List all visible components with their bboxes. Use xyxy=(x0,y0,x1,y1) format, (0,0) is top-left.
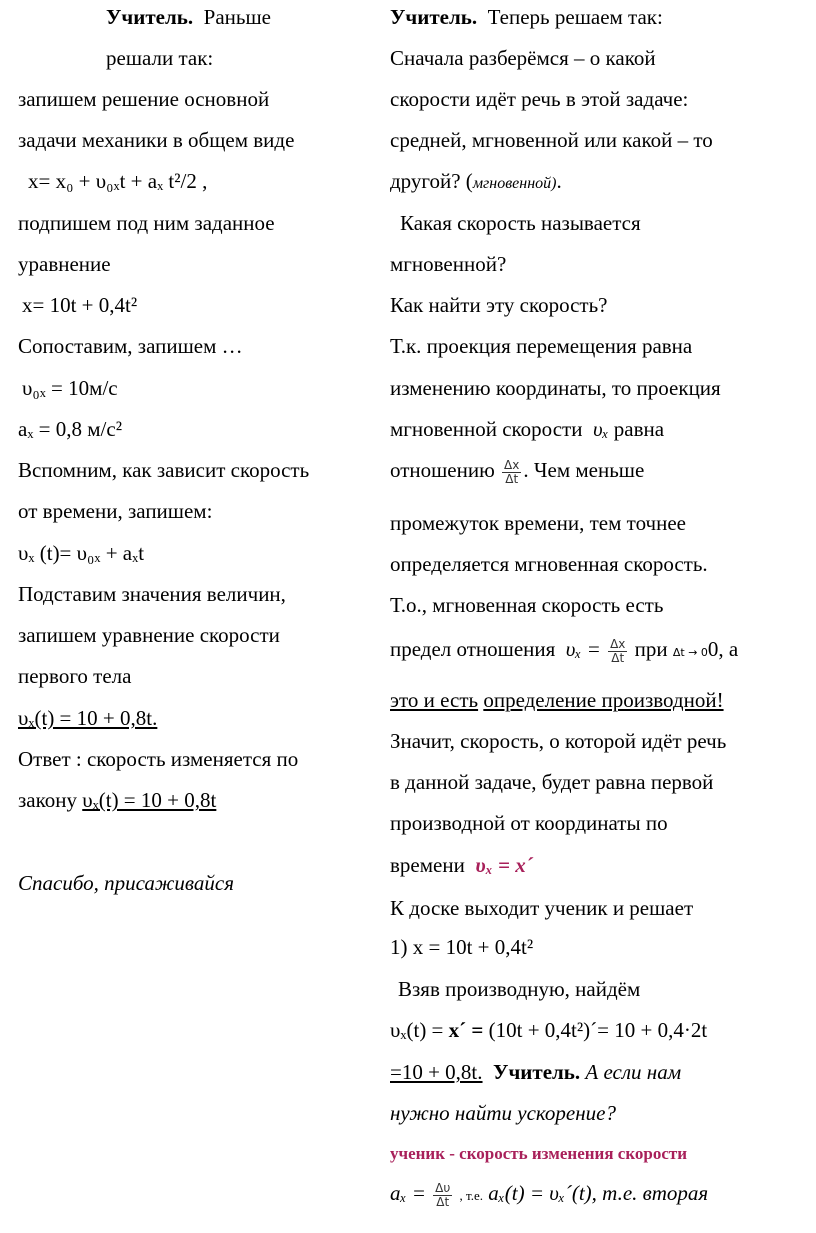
text: это и есть xyxy=(390,688,479,712)
derivative-symbol: x´ = xyxy=(448,1018,484,1042)
teacher-label: Учитель. xyxy=(390,5,478,29)
text: aₓ(t) = υₓ´(t), т.е. вторая xyxy=(488,1181,709,1205)
left-line-16: запишем уравнение скорости xyxy=(18,623,280,647)
left-line-4: задачи механики в общем виде xyxy=(18,128,295,152)
right-line-2: Сначала разберёмся – о какой xyxy=(390,46,656,70)
equation-given: x= 10t + 0,4t² xyxy=(22,293,138,317)
numerator: Δx xyxy=(504,457,520,472)
right-line-11 xyxy=(390,416,664,442)
right-line-12 xyxy=(390,457,644,486)
left-line-17: первого тела xyxy=(18,664,132,688)
symbol-vx: υₓ = xyxy=(565,637,601,661)
right-line-26 xyxy=(390,1059,681,1085)
right-line-6: Какая скорость называется xyxy=(400,211,641,235)
teacher-label: Учитель. xyxy=(106,5,194,29)
right-line-16 xyxy=(390,636,738,666)
text: . Чем меньше xyxy=(523,458,645,482)
denominator: Δt xyxy=(505,471,519,486)
text: . xyxy=(556,169,562,193)
left-line-20 xyxy=(18,787,216,813)
right-line-15: Т.о., мгновенная скорость есть xyxy=(390,593,664,617)
symbol-vx: υₓ xyxy=(592,417,609,441)
left-line-2: решали так: xyxy=(106,46,214,70)
right-line-29 xyxy=(390,1180,708,1209)
text: другой? ( xyxy=(390,169,473,193)
right-line-13: промежуток времени, тем точнее xyxy=(390,511,686,535)
derivative-equation: υₓ = x´ xyxy=(475,853,533,877)
right-line-3: скорости идёт речь в этой задаче: xyxy=(390,87,689,111)
left-line-6: подпишем под ним заданное xyxy=(18,211,275,235)
right-line-23: 1) x = 10t + 0,4t² xyxy=(390,935,534,959)
left-line-19: Ответ : скорость изменяется по xyxy=(18,747,299,771)
answer-instant: мгновенной) xyxy=(472,175,557,192)
equation-general: x= x₀ + υ₀ₓt + aₓ t²/2 , xyxy=(28,169,208,193)
right-line-21 xyxy=(390,852,533,878)
right-line-9: Т.к. проекция перемещения равна xyxy=(390,334,693,358)
numerator: Δx xyxy=(610,636,626,651)
text: отношению xyxy=(390,458,495,482)
denominator: Δt xyxy=(436,1194,450,1209)
numerator: Δυ xyxy=(435,1180,451,1195)
left-line-9: Сопоставим, запишем … xyxy=(18,334,243,358)
text: мгновенной скорости xyxy=(390,417,583,441)
left-line-1 xyxy=(106,4,271,30)
teacher-label: Учитель. xyxy=(493,1060,581,1084)
left-line-7: уравнение xyxy=(18,252,111,276)
text: предел отношения xyxy=(390,637,556,661)
derivative-definition: определение производной! xyxy=(483,688,724,712)
right-line-24: Взяв производную, найдём xyxy=(398,977,641,1001)
left-line-21: Спасибо, присаживайся xyxy=(18,871,234,895)
right-line-7: мгновенной? xyxy=(390,252,507,276)
equation-ax: aₓ = 0,8 м/с² xyxy=(18,417,122,441)
text: при xyxy=(634,637,668,661)
symbol-ax: aₓ = xyxy=(390,1181,426,1205)
right-line-5 xyxy=(390,168,562,197)
left-line-13: от времени, запишем: xyxy=(18,499,213,523)
text: времени xyxy=(390,853,465,877)
denominator: Δt xyxy=(611,650,625,665)
right-line-22: К доске выходит ученик и решает xyxy=(390,896,694,920)
text: А если нам xyxy=(585,1060,682,1084)
text: υₓ(t) = xyxy=(390,1018,444,1042)
right-line-8: Как найти эту скорость? xyxy=(390,293,608,317)
left-line-3: запишем решение основной xyxy=(18,87,270,111)
result-equation: =10 + 0,8t. xyxy=(390,1060,483,1084)
right-line-4: средней, мгновенной или какой – то xyxy=(390,128,713,152)
right-line-1 xyxy=(390,4,663,30)
right-line-17 xyxy=(390,687,724,713)
text: 0, а xyxy=(707,637,739,661)
equation-velocity-general: υₓ (t)= υ₀ₓ + aₓt xyxy=(18,541,145,565)
text: , т.е. xyxy=(459,1188,484,1203)
right-line-10: изменению координаты, то проекция xyxy=(390,376,721,400)
right-line-18: Значит, скорость, о которой идёт речь xyxy=(390,729,727,753)
fraction-dx-dt xyxy=(502,459,521,486)
right-line-25 xyxy=(390,1017,707,1043)
right-line-20: производной от координаты по xyxy=(390,811,668,835)
fraction-dv-dt xyxy=(433,1182,452,1209)
text: закону xyxy=(18,788,77,812)
fraction-dx-dt xyxy=(608,638,627,665)
limit-expression: Δt → 0 xyxy=(672,646,708,659)
answer-equation: υₓ(t) = 10 + 0,8t xyxy=(82,788,217,812)
text: Теперь решаем так: xyxy=(487,5,663,29)
right-line-27: нужно найти ускорение? xyxy=(390,1101,616,1125)
text: равна xyxy=(613,417,665,441)
equation-velocity-result: υₓ(t) = 10 + 0,8t. xyxy=(18,706,158,730)
left-line-12: Вспомним, как зависит скорость xyxy=(18,458,310,482)
text: (10t + 0,4t²)´= 10 + 0,4·2t xyxy=(488,1018,708,1042)
right-line-14: определяется мгновенная скорость. xyxy=(390,552,708,576)
left-line-15: Подставим значения величин, xyxy=(18,582,286,606)
text: Раньше xyxy=(203,5,271,29)
student-answer: ученик - скорость изменения скорости xyxy=(390,1144,688,1163)
right-line-19: в данной задаче, будет равна первой xyxy=(390,770,714,794)
equation-v0x: υ₀ₓ = 10м/с xyxy=(22,376,118,400)
